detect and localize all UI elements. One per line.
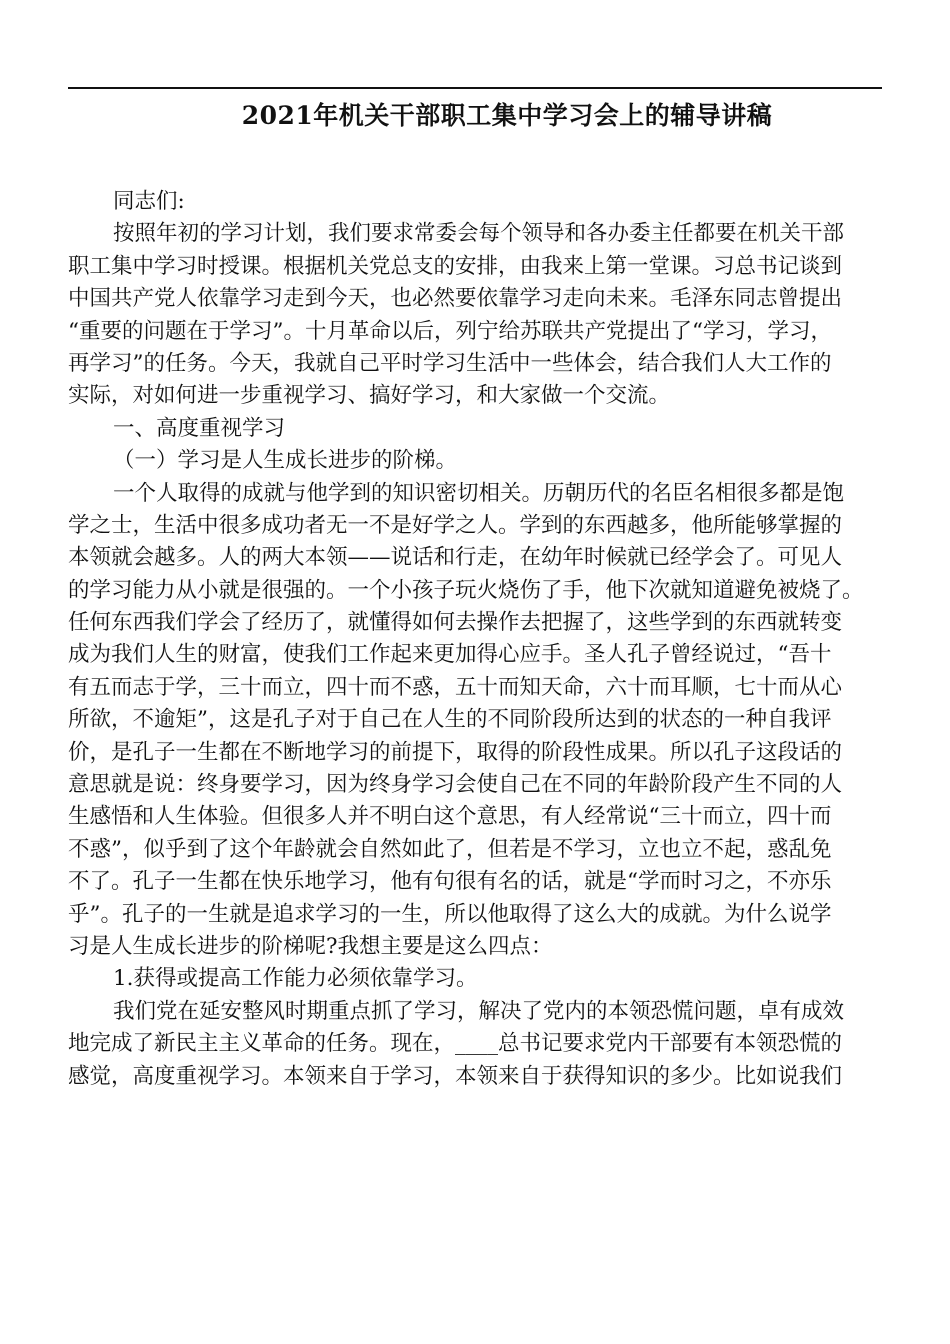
text-line: （一）学习是人生成长进步的阶梯。 (113, 448, 458, 474)
text-line: 同志们: (113, 189, 185, 214)
document-body (68, 186, 886, 1093)
text-line: 按照年初的学习计划，我们要求常委会每个领导和各办委主任都要在机关干部 (113, 221, 845, 247)
text-line: 感觉，高度重视学习。本领来自于学习，本领来自于获得知识的多少。比如说我们 (68, 1063, 843, 1089)
text-line: 意思就是说：终身要学习，因为终身学习会使自己在不同的年龄阶段产生不同的人 (68, 772, 843, 798)
text-line: 习是人生成长进步的阶梯呢?我想主要是这么四点： (68, 933, 553, 959)
text-line: 不了。孔子一生都在快乐地学习，他有句很有名的话，就是“学而时习之，不亦乐 (68, 869, 832, 895)
text-line: 本领就会越多。人的两大本领——说话和行走，在幼年时候就已经学会了。可见人 (68, 545, 843, 571)
text-line: 一个人取得的成就与他学到的知识密切相关。历朝历代的名臣名相很多都是饱 (113, 480, 845, 506)
text-line: 中国共产党人依靠学习走到今天，也必然要依靠学习走向未来。毛泽东同志曾提出 (68, 286, 843, 312)
document-title: 2021年机关干部职工集中学习会上的辅导讲稿 (241, 101, 773, 130)
text-line: 地完成了新民主主义革命的任务。现在，____总书记要求党内干部要有本领恐慌的 (68, 1031, 843, 1057)
text-line: 1.获得或提高工作能力必须依靠学习。 (113, 966, 478, 992)
text-line: 的学习能力从小就是很强的。一个小孩子玩火烧伤了手，他下次就知道避免被烧了。 (68, 577, 864, 603)
text-line: 成为我们人生的财富，使我们工作起来更加得心应手。圣人孔子曾经说过，“吾十 (68, 642, 832, 668)
text-line: 所欲，不逾矩”，这是孔子对于自己在人生的不同阶段所达到的状态的一种自我评 (68, 707, 832, 733)
text-line: “重要的问题在于学习”。十月革命以后，列宁给苏联共产党提出了“学习，学习， (68, 318, 832, 344)
text-line: 我们党在延安整风时期重点抓了学习，解决了党内的本领恐慌问题，卓有成效 (113, 998, 845, 1024)
text-line: 价，是孔子一生都在不断地学习的前提下，取得的阶段性成果。所以孔子这段话的 (68, 739, 843, 765)
text-line: 任何东西我们学会了经历了，就懂得如何去操作去把握了，这些学到的东西就转变 (68, 610, 843, 636)
text-line: 生感悟和人生体验。但很多人并不明白这个意思，有人经常说“三十而立，四十而 (68, 804, 832, 830)
text-line: 实际，对如何进一步重视学习、搞好学习，和大家做一个交流。 (68, 383, 671, 409)
text-line: 不惑”，似乎到了这个年龄就会自然如此了，但若是不学习，立也立不起，惑乱免 (68, 836, 832, 862)
text-line: 一、高度重视学习 (113, 415, 286, 441)
text-line: 学之士，生活中很多成功者无一不是好学之人。学到的东西越多，他所能够掌握的 (68, 512, 843, 538)
header-rule (68, 87, 882, 89)
text-line: 再学习”的任务。今天，我就自己平时学习生活中一些体会，结合我们人大工作的 (68, 350, 832, 376)
text-line: 有五而志于学，三十而立，四十而不惑，五十而知天命，六十而耳顺，七十而从心 (68, 674, 843, 700)
text-line: 职工集中学习时授课。根据机关党总支的安排，由我来上第一堂课。习总书记谈到 (68, 253, 843, 279)
text-line: 乎”。孔子的一生就是追求学习的一生，所以他取得了这么大的成就。为什么说学 (68, 901, 832, 927)
